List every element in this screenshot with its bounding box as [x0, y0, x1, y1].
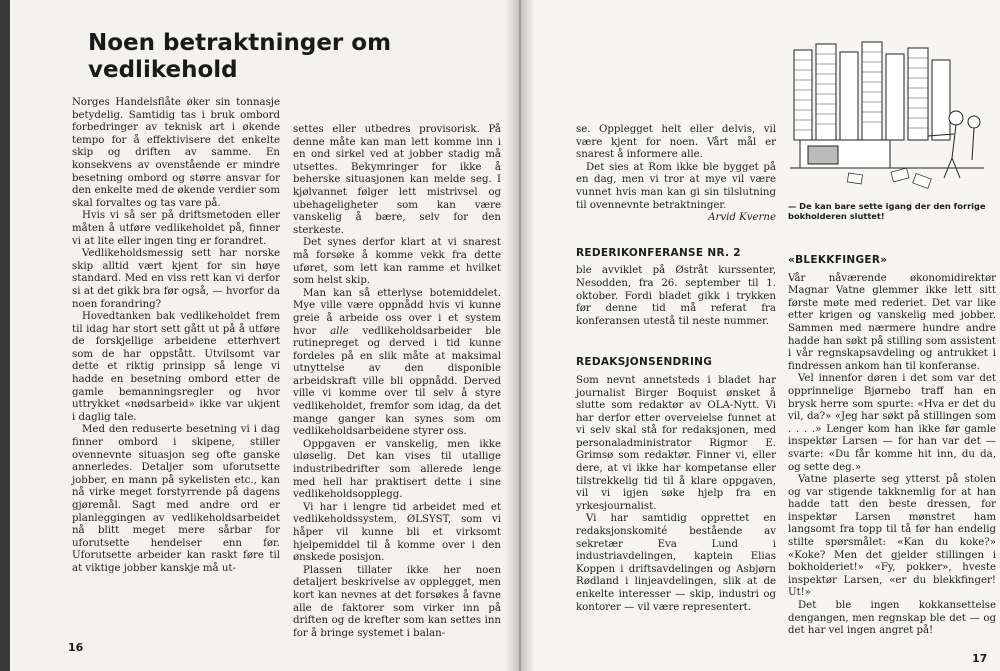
left-page [10, 0, 518, 671]
paragraph: Vedlikeholdsmessig sett har norske skip alltid vært kjent for sin høye standard. Med en viss rett kan vi derfor si at det gikk bra før også, — hvorfor da noen forandring? [72, 248, 280, 310]
paragraph: Norges Handelsflåte øker sin tonnasje betydelig. Samtidig tas i bruk ombord forbedringer av teknisk art i økende tempo for å effektivisere det enkelte skip og driften av samme. En konsekvens av ovenstående er mindre besetning ombord og større ansvar for den enkelte med de økende verdier som skal forvaltes og tas vare på. [72, 97, 280, 209]
paragraph: Vår nåværende økonomidirektør Magnar Vatne glemmer ikke lett sitt første møte med rederiet. Det var like etter krigen og vanskelig med jobber. Sammen med nærmere hundre andre hadde han søkt på stilling som assistent i vår regnskapsavdeling og antrukket i findressen ankom han til konferanse. [788, 272, 996, 372]
column-4 [788, 254, 996, 638]
paragraph: Vi har i lengre tid arbeidet med et vedlikeholdssystem, ØLSYST, som vi håper vil kunne bli et virksomt hjelpemiddel til å komme over i den ønskede posisjon. [293, 501, 501, 564]
paragraph: Det sies at Rom ikke ble bygget på en dag, men vi tror at mye vil være vunnet hvis man kan gi sin tilslutning til ovennevnte betraktninger. [576, 161, 776, 211]
paragraph: Hvis vi så ser på driftsmetoden eller måten å utføre vedlikeholdet på, finner vi at lite eller ingen ting er forandret. [72, 210, 280, 247]
paragraph: Vel innenfor døren i det som var det opprinnelige Bjørnebo traff han en brysk herre som spurte: «Hva er det du vil, da?» «Jeg har søkt på stillingen som . . . .» Lenger kom han ikke før gamle inspektør Larsen — for han var det — svarte: «Du får komme hit inn, du da, og sette deg.» [788, 373, 996, 473]
author-signature: Arvid Kverne [708, 212, 776, 224]
office-cartoon [788, 40, 986, 200]
paragraph: Med den reduserte besetning vi i dag finner ombord i skipene, stiller ovennevnte situasjon seg ofte ganske annerledes. Detaljer som uforutsette jobber, en mann på sykelisten etc., kan nå virke meget forstyrrende på dagens gjøremål. Sagt med andre ord er planleggingen av vedlikeholdsarbeidet nå blitt meget mere sårbar for uforutsette hendelser enn før. Uforutsette arbeider kan raskt føre til at viktige jobber kanskje må ut- [72, 424, 280, 574]
page-number-left: 16 [68, 641, 84, 654]
paragraph: Som nevnt annetsteds i bladet har journalist Birger Boquist ønsket å slutte som redaktør av OLA-Nytt. Vi har derfor etter overveielse funnet at vi selv skal stå for redaksjonen, med personaladministrator Rigmor E. Grimsø som redaktør. Finner vi, eller dere, at vi ikke har kompetanse eller tilstrekkelig tid til å klare oppgaven, vil vi igjen søke hjelp fra en yrkesjournalist. [576, 374, 776, 512]
paragraph: Vi har samtidig opprettet en redaksjonskomité bestående av sekretær Eva Lund i industriavdelingen, kaptein Elias Koppen i driftsavdelingen og Asbjørn Rødland i linjeavdelingen, slik at de enkelte interesser — skip, industri og kontorer — vil være representert. [576, 513, 776, 613]
paragraph: Oppgaven er vanskelig, men ikke uløselig. Det kan vises til utallige industribedrifter som allerede lenge med hell har praktisert dette i sine vedlikeholdsopplegg. [293, 438, 501, 501]
paragraph: Det ble ingen kokkansettelse dengangen, men regnskap ble det — og det har vel ingen angret på! [788, 600, 996, 637]
paragraph: ble avviklet på Østråt kurssenter, Nesodden, fra 26. september til 1. oktober. Fordi bladet gikk i trykken før denne tid må referat fra konferansen utestå til neste nummer. [576, 265, 776, 327]
paragraph: Det synes derfor klart at vi snarest må forsøke å komme vekk fra dette uføret, som lett kan ramme et hvilket som helst skip. [293, 237, 501, 287]
paragraph: Vatne plaserte seg ytterst på stolen og var stigende takknemlig for at han hadde tatt den beste dressen, for inspektør Larsen mønstret ham langsomt fra topp til tå før han endelig stilte spørsmålet: «Kan du koke?» «Koke? Men det gjelder stillingen i bokholderiet!» «Fy, pokker», hveste inspektør Larsen, «er du blekkfinger! Ut!» [788, 474, 996, 599]
emphasis: alle [330, 325, 349, 337]
text-run: Man kan så etterlyse botemiddelet. Mye ville være oppnådd hvis vi kunne greie å arbeide oss over i et system hvor [293, 287, 501, 337]
paragraph: settes eller utbedres provisorisk. På denne måte kan man lett komme inn i en ond sirkel ved at jobber stadig må utsettes. Bekymringer for ikke å beherske situasjonen kan melde seg. I kjølvannet følger lett mistrivsel og ubehageligheter som kan være vanskelig å bære, selv for den sterkeste. [293, 124, 501, 236]
title-line-1: Noen betraktninger om [88, 30, 392, 56]
right-page [522, 0, 1000, 671]
article-column-1 [72, 97, 280, 576]
text-run: vedlikeholdsarbeider ble rutinepreget og derved i tid kunne fordeles på en slik måte at maksimal utnyttelse av den disponible arbeidskraft ville bli oppnådd. Derved ville vi komme over til selv å styre vedlikeholdet, fremfor som idag, da det mange ganger kan synes som om vedlikeholdsarbeidene styrer oss. [293, 325, 502, 438]
article-title [88, 30, 448, 84]
redaksjon-heading: REDAKSJONSENDRING [576, 356, 713, 369]
title-line-2: vedlikehold [88, 57, 238, 83]
rederi-heading: REDERIKONFERANSE NR. 2 [576, 246, 741, 259]
column-3 [576, 124, 776, 614]
book-gutter [505, 0, 535, 671]
cartoon-caption: — De kan bare sette igang der den forrige bokholderen sluttet! [788, 201, 986, 221]
blekkfinger-heading: «BLEKKFINGER» [788, 254, 888, 266]
paragraph [293, 288, 501, 439]
paragraph: Hovedtanken bak vedlikeholdet frem til idag har stort sett gått ut på å utføre de forskjellige arbeidene etterhvert som de har oppstått. Utvilsomt var dette et riktig prinsipp så lenge vi hadde en besetning ombord etter de gamle bemanningsregler og hvor uttrykket «nødsarbeid» ikke var ukjent i daglig tale. [72, 311, 280, 423]
paragraph: se. Opplegget helt eller delvis, vil være kjent for noen. Vårt mål er snarest å informere alle. [576, 124, 776, 161]
paragraph: Plassen tillater ikke her noen detaljert beskrivelse av opplegget, men kort kan nevnes at det forsøkes å favne alle de faktorer som virker inn på driften og de krefter som kan settes inn for å bringe systemet i balan- [293, 564, 501, 639]
page-number-right: 17 [972, 652, 988, 665]
article-column-2 [293, 124, 501, 640]
